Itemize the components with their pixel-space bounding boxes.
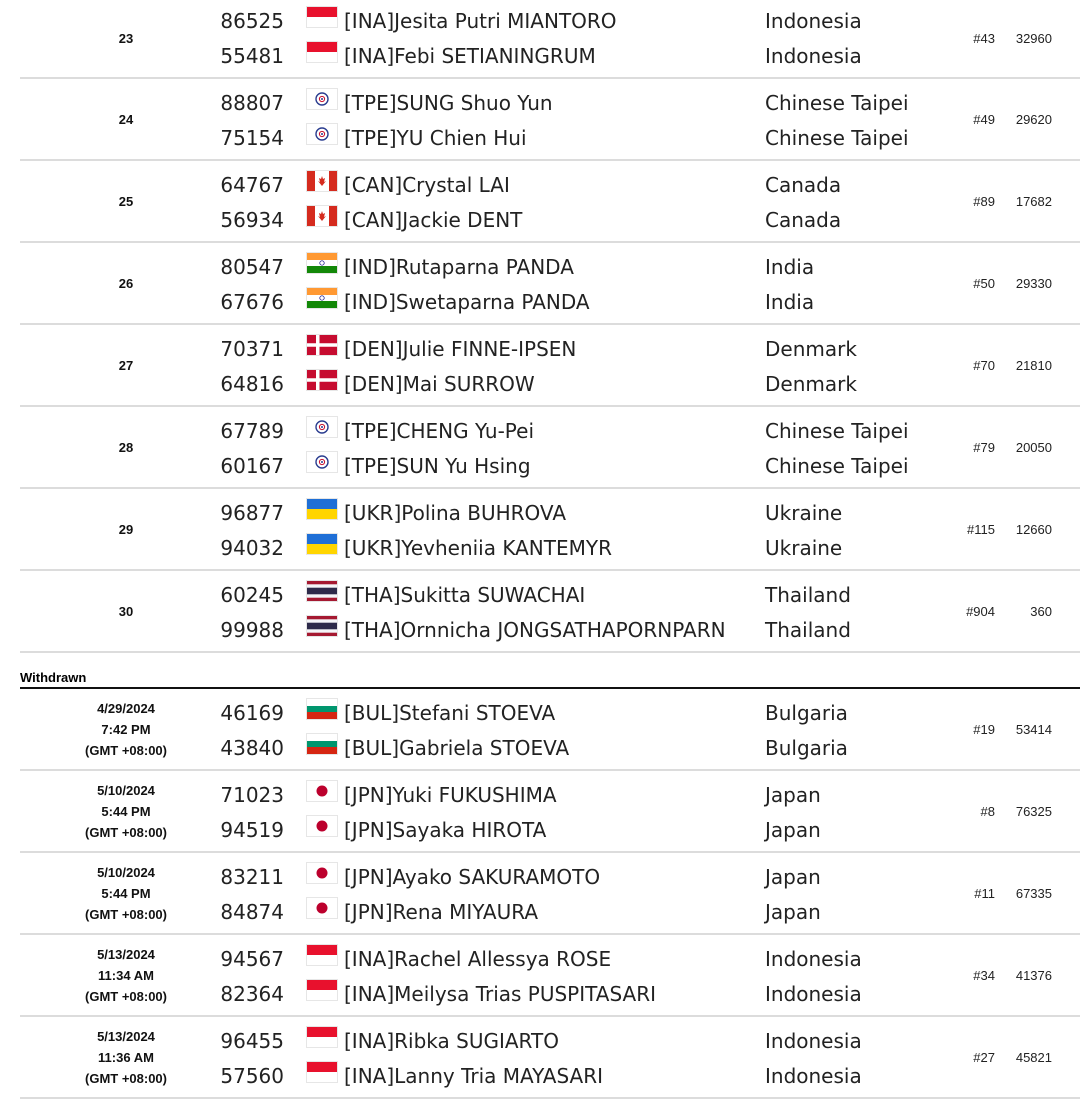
- player-line: [20, 533, 1080, 563]
- pair-points: 29330: [1015, 275, 1052, 291]
- withdrawn-date: 5/10/2024: [97, 864, 155, 880]
- withdrawn-date: 4/29/2024: [97, 700, 155, 716]
- pair-points: 12660: [1015, 521, 1052, 537]
- withdrawn-entry-row: [20, 771, 1080, 853]
- player-country: Thailand: [765, 583, 851, 607]
- player-id: 86525: [220, 9, 284, 33]
- player-line: [20, 815, 1080, 845]
- player-name-link[interactable]: [JPN]Rena MIYAURA: [344, 900, 539, 924]
- seed-number: 30: [118, 603, 134, 619]
- player-id: 82364: [220, 982, 284, 1006]
- player-name-link[interactable]: [THA]Sukitta SUWACHAI: [344, 583, 586, 607]
- player-line: [20, 580, 1080, 610]
- player-line: [20, 862, 1080, 892]
- flag-ina-icon: [306, 944, 338, 966]
- player-id: 64816: [220, 372, 284, 396]
- player-line: [20, 205, 1080, 235]
- flag-tpe-icon: [306, 416, 338, 438]
- player-line: [20, 698, 1080, 728]
- withdrawn-date: 5/10/2024: [97, 782, 155, 798]
- player-country: India: [765, 255, 815, 279]
- seed-number: 23: [118, 31, 134, 46]
- player-name-link[interactable]: [INA]Jesita Putri MIANTORO: [344, 9, 617, 33]
- seed-number: 27: [118, 357, 134, 373]
- pair-points: 67335: [1015, 885, 1052, 901]
- seed-number: 28: [118, 439, 134, 455]
- player-id: 64767: [220, 173, 284, 197]
- player-line: [20, 733, 1080, 763]
- player-line: [20, 170, 1080, 200]
- player-line: [20, 88, 1080, 118]
- player-name-link[interactable]: [JPN]Ayako SAKURAMOTO: [344, 865, 601, 889]
- pair-ranking: #8: [980, 803, 995, 819]
- player-country: India: [765, 290, 815, 314]
- player-country: Canada: [765, 173, 842, 197]
- player-name-link[interactable]: [TPE]YU Chien Hui: [344, 126, 527, 150]
- withdrawn-heading: Withdrawn: [20, 670, 87, 685]
- player-line: [20, 41, 1080, 71]
- flag-bul-icon: [306, 698, 338, 720]
- entry-row: [20, 0, 1080, 79]
- player-name-link[interactable]: [DEN]Julie FINNE-IPSEN: [344, 337, 577, 361]
- player-line: [20, 615, 1080, 645]
- player-name-link[interactable]: [IND]Rutaparna PANDA: [344, 255, 574, 279]
- player-name-link[interactable]: [IND]Swetaparna PANDA: [344, 290, 590, 314]
- player-id: 96877: [220, 501, 284, 525]
- player-id: 67789: [220, 419, 284, 443]
- flag-jpn-icon: [306, 815, 338, 837]
- withdrawn-time: 11:34 AM: [98, 967, 154, 983]
- flag-ind-icon: [306, 252, 338, 274]
- entry-row: [20, 407, 1080, 489]
- pair-ranking: #43: [973, 31, 995, 46]
- player-id: 75154: [220, 126, 284, 150]
- player-id: 88807: [220, 91, 284, 115]
- withdrawn-tz: (GMT +08:00): [85, 742, 167, 758]
- player-id: 80547: [220, 255, 284, 279]
- flag-ind-icon: [306, 287, 338, 309]
- player-country: Japan: [765, 865, 821, 889]
- player-id: 83211: [220, 865, 284, 889]
- player-id: 96455: [220, 1029, 284, 1053]
- player-country: Chinese Taipei: [765, 126, 909, 150]
- player-name-link[interactable]: [DEN]Mai SURROW: [344, 372, 535, 396]
- player-line: [20, 123, 1080, 153]
- player-line: [20, 498, 1080, 528]
- flag-den-icon: [306, 334, 338, 356]
- player-id: 99988: [220, 618, 284, 642]
- player-country: Japan: [765, 900, 821, 924]
- pair-points: 360: [1030, 603, 1052, 619]
- player-line: [20, 944, 1080, 974]
- withdrawn-tz: (GMT +08:00): [85, 1070, 167, 1086]
- flag-jpn-icon: [306, 780, 338, 802]
- flag-can-icon: [306, 170, 338, 192]
- entry-row: [20, 489, 1080, 571]
- player-name-link[interactable]: [UKR]Yevheniia KANTEMYR: [344, 536, 612, 560]
- flag-ukr-icon: [306, 498, 338, 520]
- pair-ranking: #49: [973, 111, 995, 127]
- pair-ranking: #34: [973, 967, 995, 983]
- player-country: Ukraine: [765, 501, 843, 525]
- player-country: Denmark: [765, 372, 857, 396]
- pair-ranking: #50: [973, 275, 995, 291]
- withdrawn-time: 7:42 PM: [101, 721, 151, 737]
- player-id: 71023: [220, 783, 284, 807]
- player-country: Chinese Taipei: [765, 454, 909, 478]
- entry-row: [20, 571, 1080, 653]
- withdrawn-time: 11:36 AM: [98, 1049, 154, 1065]
- player-line: [20, 369, 1080, 399]
- player-id: 94519: [220, 818, 284, 842]
- player-country: Bulgaria: [765, 701, 848, 725]
- player-name-link[interactable]: [JPN]Sayaka HIROTA: [344, 818, 547, 842]
- player-name-link[interactable]: [CAN]Crystal LAI: [344, 173, 510, 197]
- withdrawn-section-header: [0, 653, 1080, 689]
- withdrawn-time: 5:44 PM: [101, 803, 151, 819]
- player-id: 60167: [220, 454, 284, 478]
- flag-tpe-icon: [306, 88, 338, 110]
- player-country: Canada: [765, 208, 842, 232]
- player-country: Indonesia: [765, 9, 862, 33]
- seed-number: 29: [118, 521, 134, 537]
- pair-ranking: #70: [973, 357, 995, 373]
- flag-jpn-icon: [306, 862, 338, 884]
- player-country: Japan: [765, 818, 821, 842]
- player-country: Indonesia: [765, 947, 862, 971]
- pair-ranking: #904: [966, 603, 995, 619]
- player-id: 46169: [220, 701, 284, 725]
- player-id: 84874: [220, 900, 284, 924]
- player-id: 55481: [220, 44, 284, 68]
- player-name-link[interactable]: [TPE]SUN Yu Hsing: [344, 454, 531, 478]
- flag-ina-icon: [306, 1061, 338, 1083]
- flag-tpe-icon: [306, 451, 338, 473]
- withdrawn-tz: (GMT +08:00): [85, 906, 167, 922]
- player-id: 67676: [220, 290, 284, 314]
- player-line: [20, 287, 1080, 317]
- entry-row: [20, 325, 1080, 407]
- flag-ina-icon: [306, 41, 338, 63]
- player-name-link[interactable]: [THA]Ornnicha JONGSATHAPORNPARN: [344, 618, 726, 642]
- pair-points: 17682: [1015, 193, 1052, 209]
- entry-row: [20, 161, 1080, 243]
- withdrawn-tz: (GMT +08:00): [85, 824, 167, 840]
- withdrawn-date: 5/13/2024: [97, 946, 155, 962]
- player-line: [20, 1026, 1080, 1056]
- seed-number: 25: [118, 193, 134, 209]
- pair-points: 20050: [1015, 439, 1052, 455]
- player-line: [20, 6, 1080, 36]
- player-name-link[interactable]: [UKR]Polina BUHROVA: [344, 501, 567, 525]
- flag-bul-icon: [306, 733, 338, 755]
- pair-points: 45821: [1015, 1049, 1052, 1065]
- withdrawn-tz: (GMT +08:00): [85, 988, 167, 1004]
- player-country: Indonesia: [765, 1064, 862, 1088]
- seed-number: 26: [118, 275, 134, 291]
- entry-row: [20, 79, 1080, 161]
- pair-points: 29620: [1015, 111, 1052, 127]
- flag-ina-icon: [306, 6, 338, 28]
- player-id: 57560: [220, 1064, 284, 1088]
- pair-ranking: #27: [973, 1049, 995, 1065]
- player-name-link[interactable]: [TPE]CHENG Yu-Pei: [344, 419, 534, 443]
- pair-ranking: #89: [973, 193, 995, 209]
- player-name-link[interactable]: [BUL]Gabriela STOEVA: [344, 736, 570, 760]
- flag-den-icon: [306, 369, 338, 391]
- flag-tpe-icon: [306, 123, 338, 145]
- pair-points: 21810: [1015, 357, 1052, 373]
- player-name-link[interactable]: [BUL]Stefani STOEVA: [344, 701, 556, 725]
- player-line: [20, 451, 1080, 481]
- player-country: Indonesia: [765, 1029, 862, 1053]
- pair-points: 76325: [1015, 803, 1052, 819]
- pair-ranking: #11: [974, 885, 995, 901]
- seed-number: 24: [118, 111, 134, 127]
- player-country: Denmark: [765, 337, 857, 361]
- player-id: 94032: [220, 536, 284, 560]
- player-id: 94567: [220, 947, 284, 971]
- player-name-link[interactable]: [JPN]Yuki FUKUSHIMA: [344, 783, 557, 807]
- player-id: 70371: [220, 337, 284, 361]
- player-line: [20, 897, 1080, 927]
- player-line: [20, 334, 1080, 364]
- withdrawn-date: 5/13/2024: [97, 1028, 155, 1044]
- player-line: [20, 252, 1080, 282]
- flag-tha-icon: [306, 615, 338, 637]
- withdrawn-time: 5:44 PM: [101, 885, 151, 901]
- pair-ranking: #79: [973, 439, 995, 455]
- flag-ina-icon: [306, 1026, 338, 1048]
- pair-points: 32960: [1015, 31, 1052, 46]
- player-name-link[interactable]: [TPE]SUNG Shuo Yun: [344, 91, 553, 115]
- withdrawn-entry-row: [20, 935, 1080, 1017]
- player-country: Bulgaria: [765, 736, 848, 760]
- player-country: Thailand: [765, 618, 851, 642]
- player-name-link[interactable]: [INA]Ribka SUGIARTO: [344, 1029, 559, 1053]
- player-line: [20, 780, 1080, 810]
- player-country: Chinese Taipei: [765, 91, 909, 115]
- player-line: [20, 416, 1080, 446]
- player-name-link[interactable]: [INA]Rachel Allessya ROSE: [344, 947, 612, 971]
- withdrawn-entry-row: [20, 689, 1080, 771]
- pair-points: 53414: [1015, 721, 1052, 737]
- player-name-link[interactable]: [CAN]Jackie DENT: [344, 208, 523, 232]
- pair-points: 41376: [1015, 967, 1052, 983]
- player-id: 43840: [220, 736, 284, 760]
- withdrawn-entry-row: [20, 1017, 1080, 1099]
- flag-ina-icon: [306, 979, 338, 1001]
- player-line: [20, 1061, 1080, 1091]
- player-name-link[interactable]: [INA]Febi SETIANINGRUM: [344, 44, 596, 68]
- player-id: 60245: [220, 583, 284, 607]
- flag-can-icon: [306, 205, 338, 227]
- flag-tha-icon: [306, 580, 338, 602]
- player-line: [20, 979, 1080, 1009]
- player-country: Indonesia: [765, 44, 862, 68]
- player-country: Chinese Taipei: [765, 419, 909, 443]
- flag-jpn-icon: [306, 897, 338, 919]
- player-country: Indonesia: [765, 982, 862, 1006]
- pair-ranking: #19: [973, 721, 995, 737]
- player-id: 56934: [220, 208, 284, 232]
- pair-ranking: #115: [967, 521, 995, 537]
- entry-row: [20, 243, 1080, 325]
- player-name-link[interactable]: [INA]Lanny Tria MAYASARI: [344, 1064, 604, 1088]
- flag-ukr-icon: [306, 533, 338, 555]
- withdrawn-entry-row: [20, 853, 1080, 935]
- player-country: Japan: [765, 783, 821, 807]
- player-name-link[interactable]: [INA]Meilysa Trias PUSPITASARI: [344, 982, 657, 1006]
- player-country: Ukraine: [765, 536, 843, 560]
